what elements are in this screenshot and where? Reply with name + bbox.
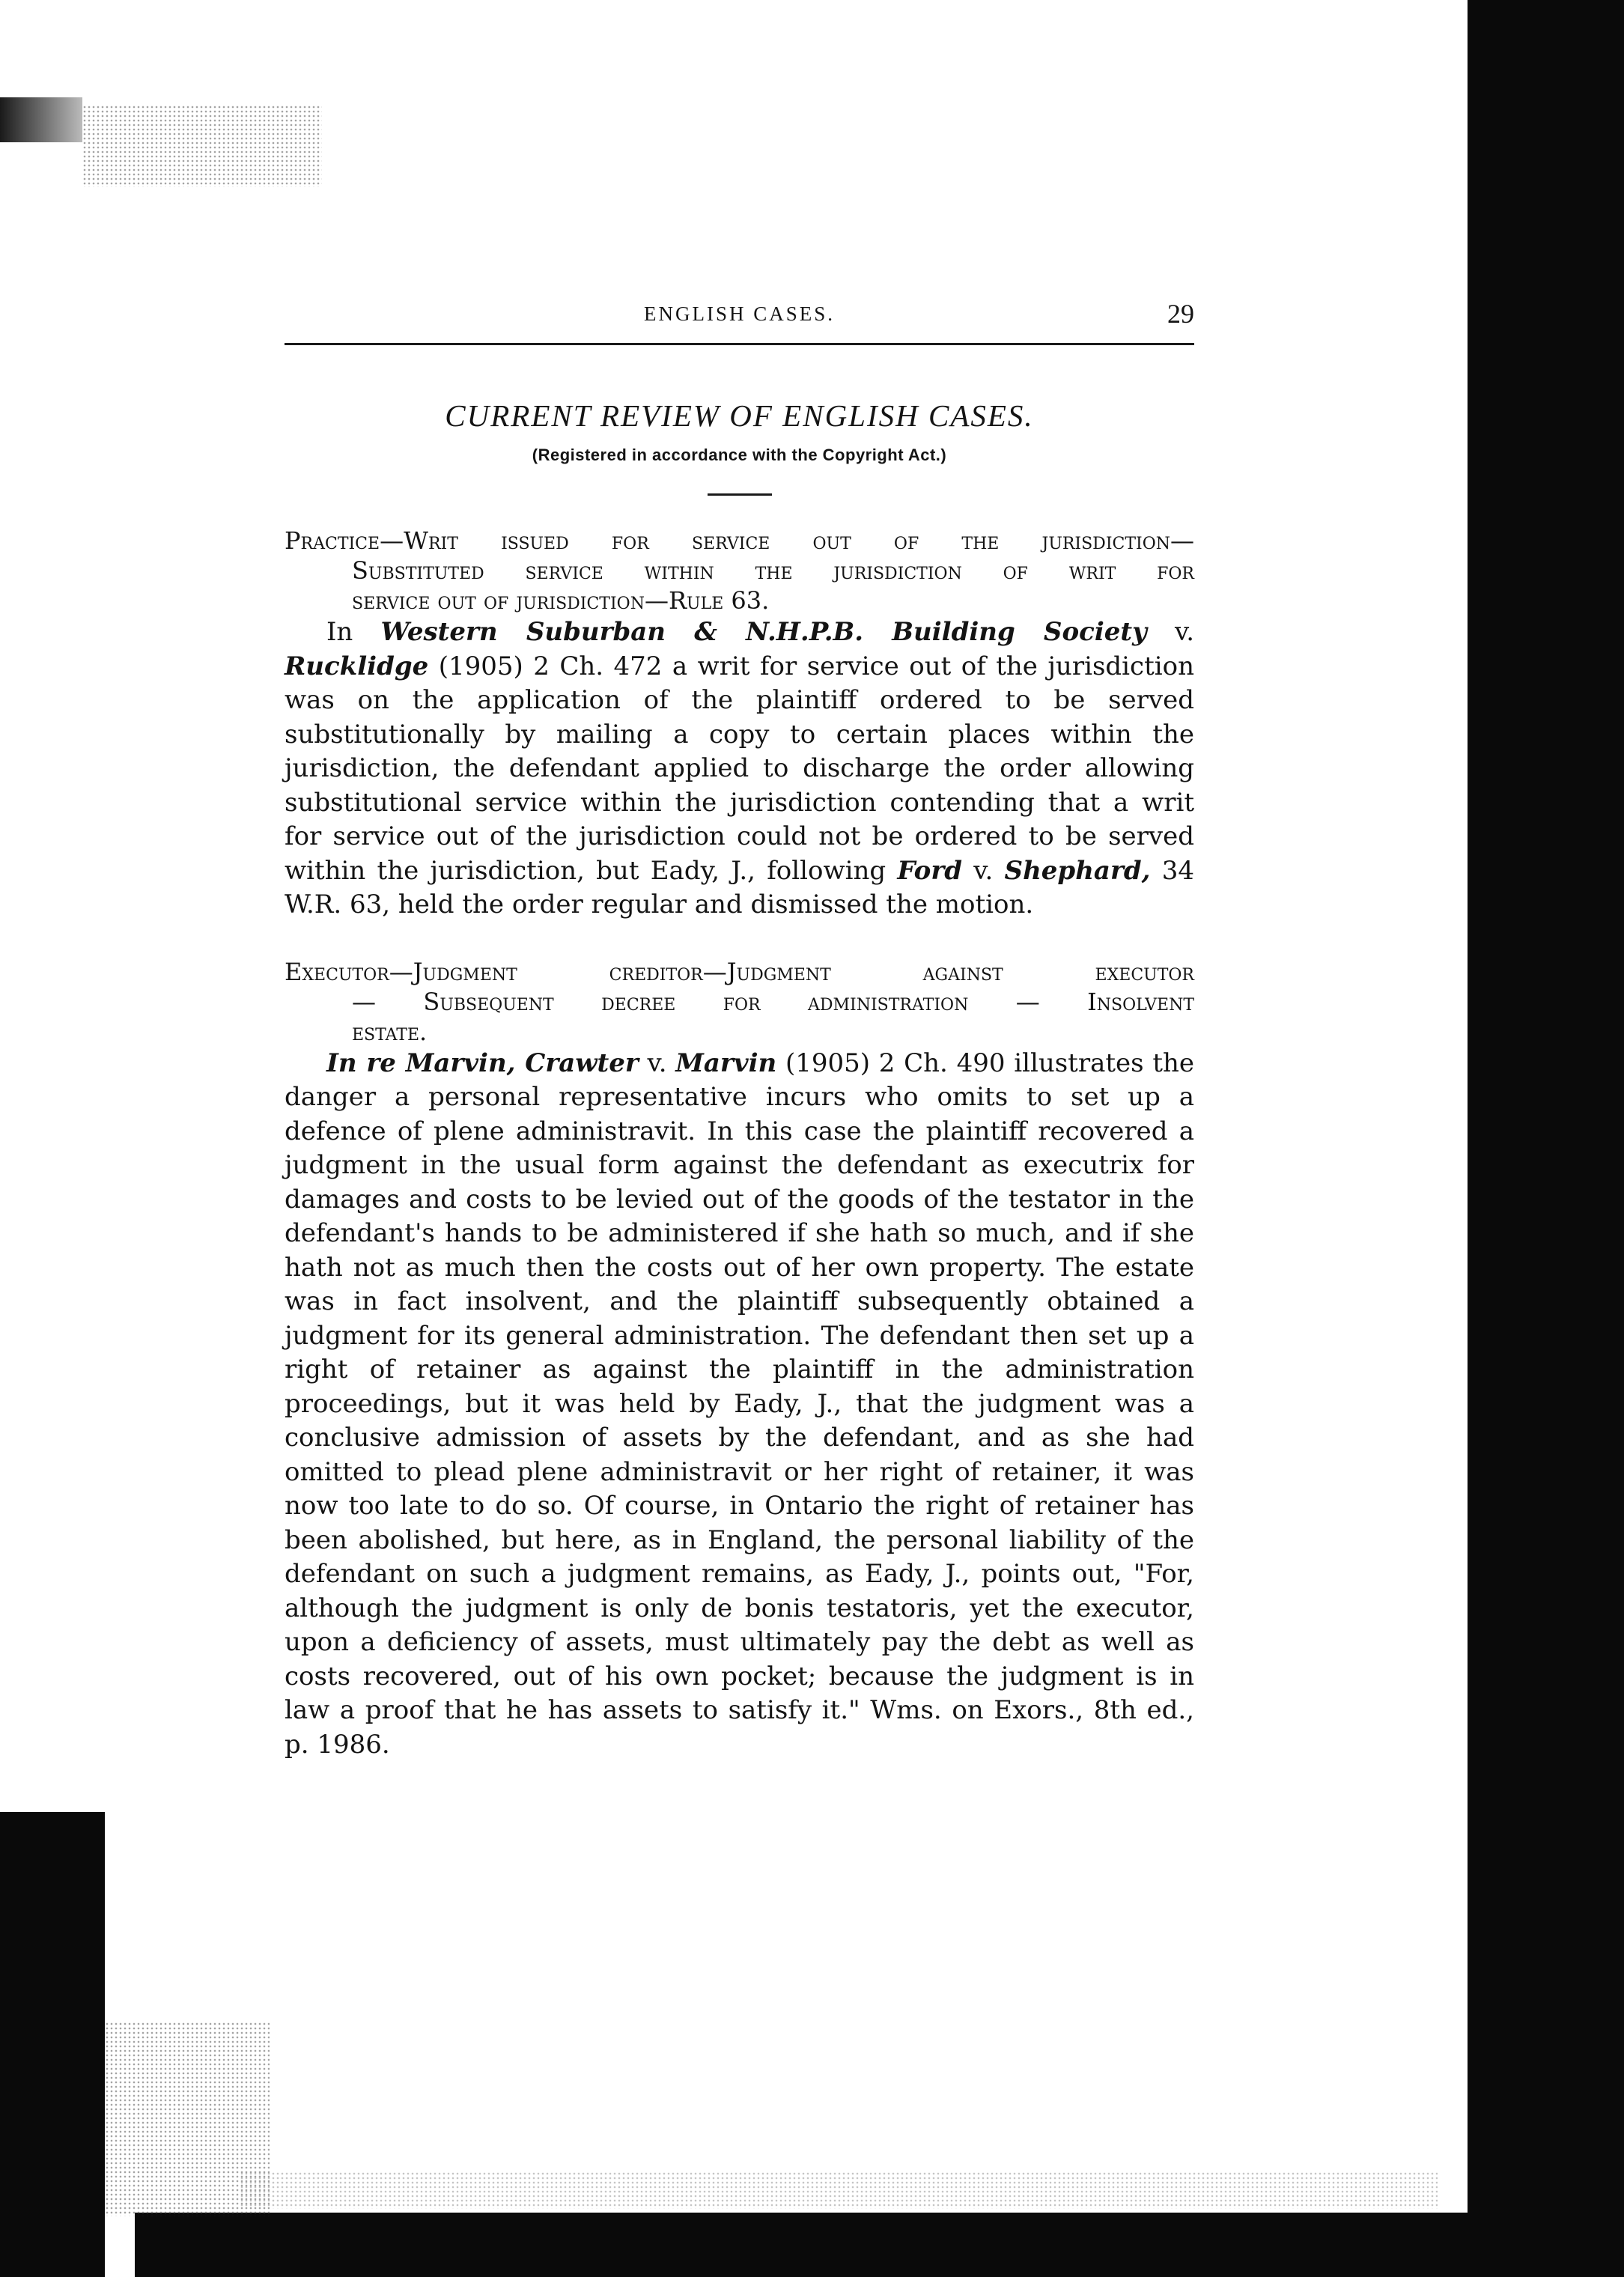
- case-name: Shephard,: [1004, 855, 1151, 886]
- heading-line: Substituted service within the jurisdiction of writ for: [352, 556, 1194, 585]
- case-note-practice: [285, 526, 1194, 922]
- heading-line: Executor—Judgment creditor—Judgment against executor: [285, 957, 1194, 986]
- copyright-note: (Registered in accordance with the Copyright Act.): [532, 446, 947, 464]
- case-name: In re Marvin, Crawter: [326, 1048, 639, 1078]
- scan-border-bottom: [135, 2213, 1624, 2277]
- case-name: Rucklidge: [285, 651, 429, 681]
- versus: v.: [638, 1048, 676, 1078]
- case-body: [285, 615, 1194, 922]
- case-heading: [285, 526, 1194, 615]
- case-name: Marvin: [675, 1048, 777, 1078]
- article-title: CURRENT REVIEW OF ENGLISH CASES.: [445, 398, 1034, 433]
- case-note-executor: [285, 957, 1194, 1763]
- scan-border-right: [1468, 0, 1624, 2277]
- section-divider: [708, 493, 772, 496]
- case-name: Western Suburban & N.H.P.B. Building Society: [380, 617, 1147, 647]
- page-number: 29: [1167, 299, 1194, 329]
- scan-noise: [82, 105, 322, 187]
- running-title: ENGLISH CASES.: [643, 303, 836, 325]
- heading-line: estate.: [352, 1017, 428, 1046]
- heading-line: Practice—Writ issued for service out of the jurisdiction—: [285, 526, 1194, 555]
- case-name: Ford: [897, 855, 963, 886]
- case-heading: [285, 957, 1194, 1047]
- body-text: 34 W.R. 63, held the order regular and dismissed the motion.: [285, 855, 1195, 919]
- header-rule: [285, 343, 1194, 345]
- scan-border-left: [0, 1812, 105, 2277]
- scan-border-top-left: [0, 97, 82, 142]
- case-body: [285, 1047, 1194, 1763]
- scan-noise: [240, 2171, 1438, 2209]
- heading-line: — Subsequent decree for administration — Insolvent: [352, 987, 1194, 1016]
- document-page: [285, 298, 1194, 1762]
- body-text: In: [326, 617, 381, 647]
- body-text: (1905) 2 Ch. 472 a writ for service out of the jurisdiction was on the application of the plaintiff ordered to be served substitutionally by mailing a copy to certain places within the jurisdiction, the defendant applied to discharge the order allowing substitutional service within the jurisdiction contending that a writ for service out of the jurisdiction could not be ordered to be served within the jurisdiction, but Eady, J., following: [285, 651, 1194, 886]
- versus: v.: [962, 855, 1005, 886]
- heading-line: service out of jurisdiction—Rule 63.: [352, 586, 770, 615]
- running-header: [285, 298, 1194, 343]
- versus: v.: [1146, 617, 1195, 647]
- body-text: (1905) 2 Ch. 490 illustrates the danger a personal representative incurs who omits to set up a defence of plene administravit. In this case the plaintiff recovered a judgment in the usual form against the defendant as executrix for damages and costs to be levied out of the goods of the testator in the defendant's hands to be administered if she hath so much, and if she hath not as much then the costs out of her own property. The estate was in fact insolvent, and the plaintiff subsequently obtained a judgment for its general administration. The defendant then set up a right of retainer as against the plaintiff in the administration proceedings, but it was held by Eady, J., that the judgment was a conclusive admission of assets by the defendant, and as she had omitted to plead plene administravit or her right of retainer, it was now too late to do so. Of course, in Ontario the right of retainer has been abolished, but here, as in England, the personal liability of the defendant on such a judgment remains, as Eady, J., points out, "For, although the judgment is only de bonis testatoris, yet the executor, upon a deficiency of assets, must ultimately pay the debt as well as costs recovered, out of his own pocket; because the judgment is in law a proof that he has assets to satisfy it." Wms. on Exors., 8th ed., p. 1986.: [285, 1048, 1195, 1760]
